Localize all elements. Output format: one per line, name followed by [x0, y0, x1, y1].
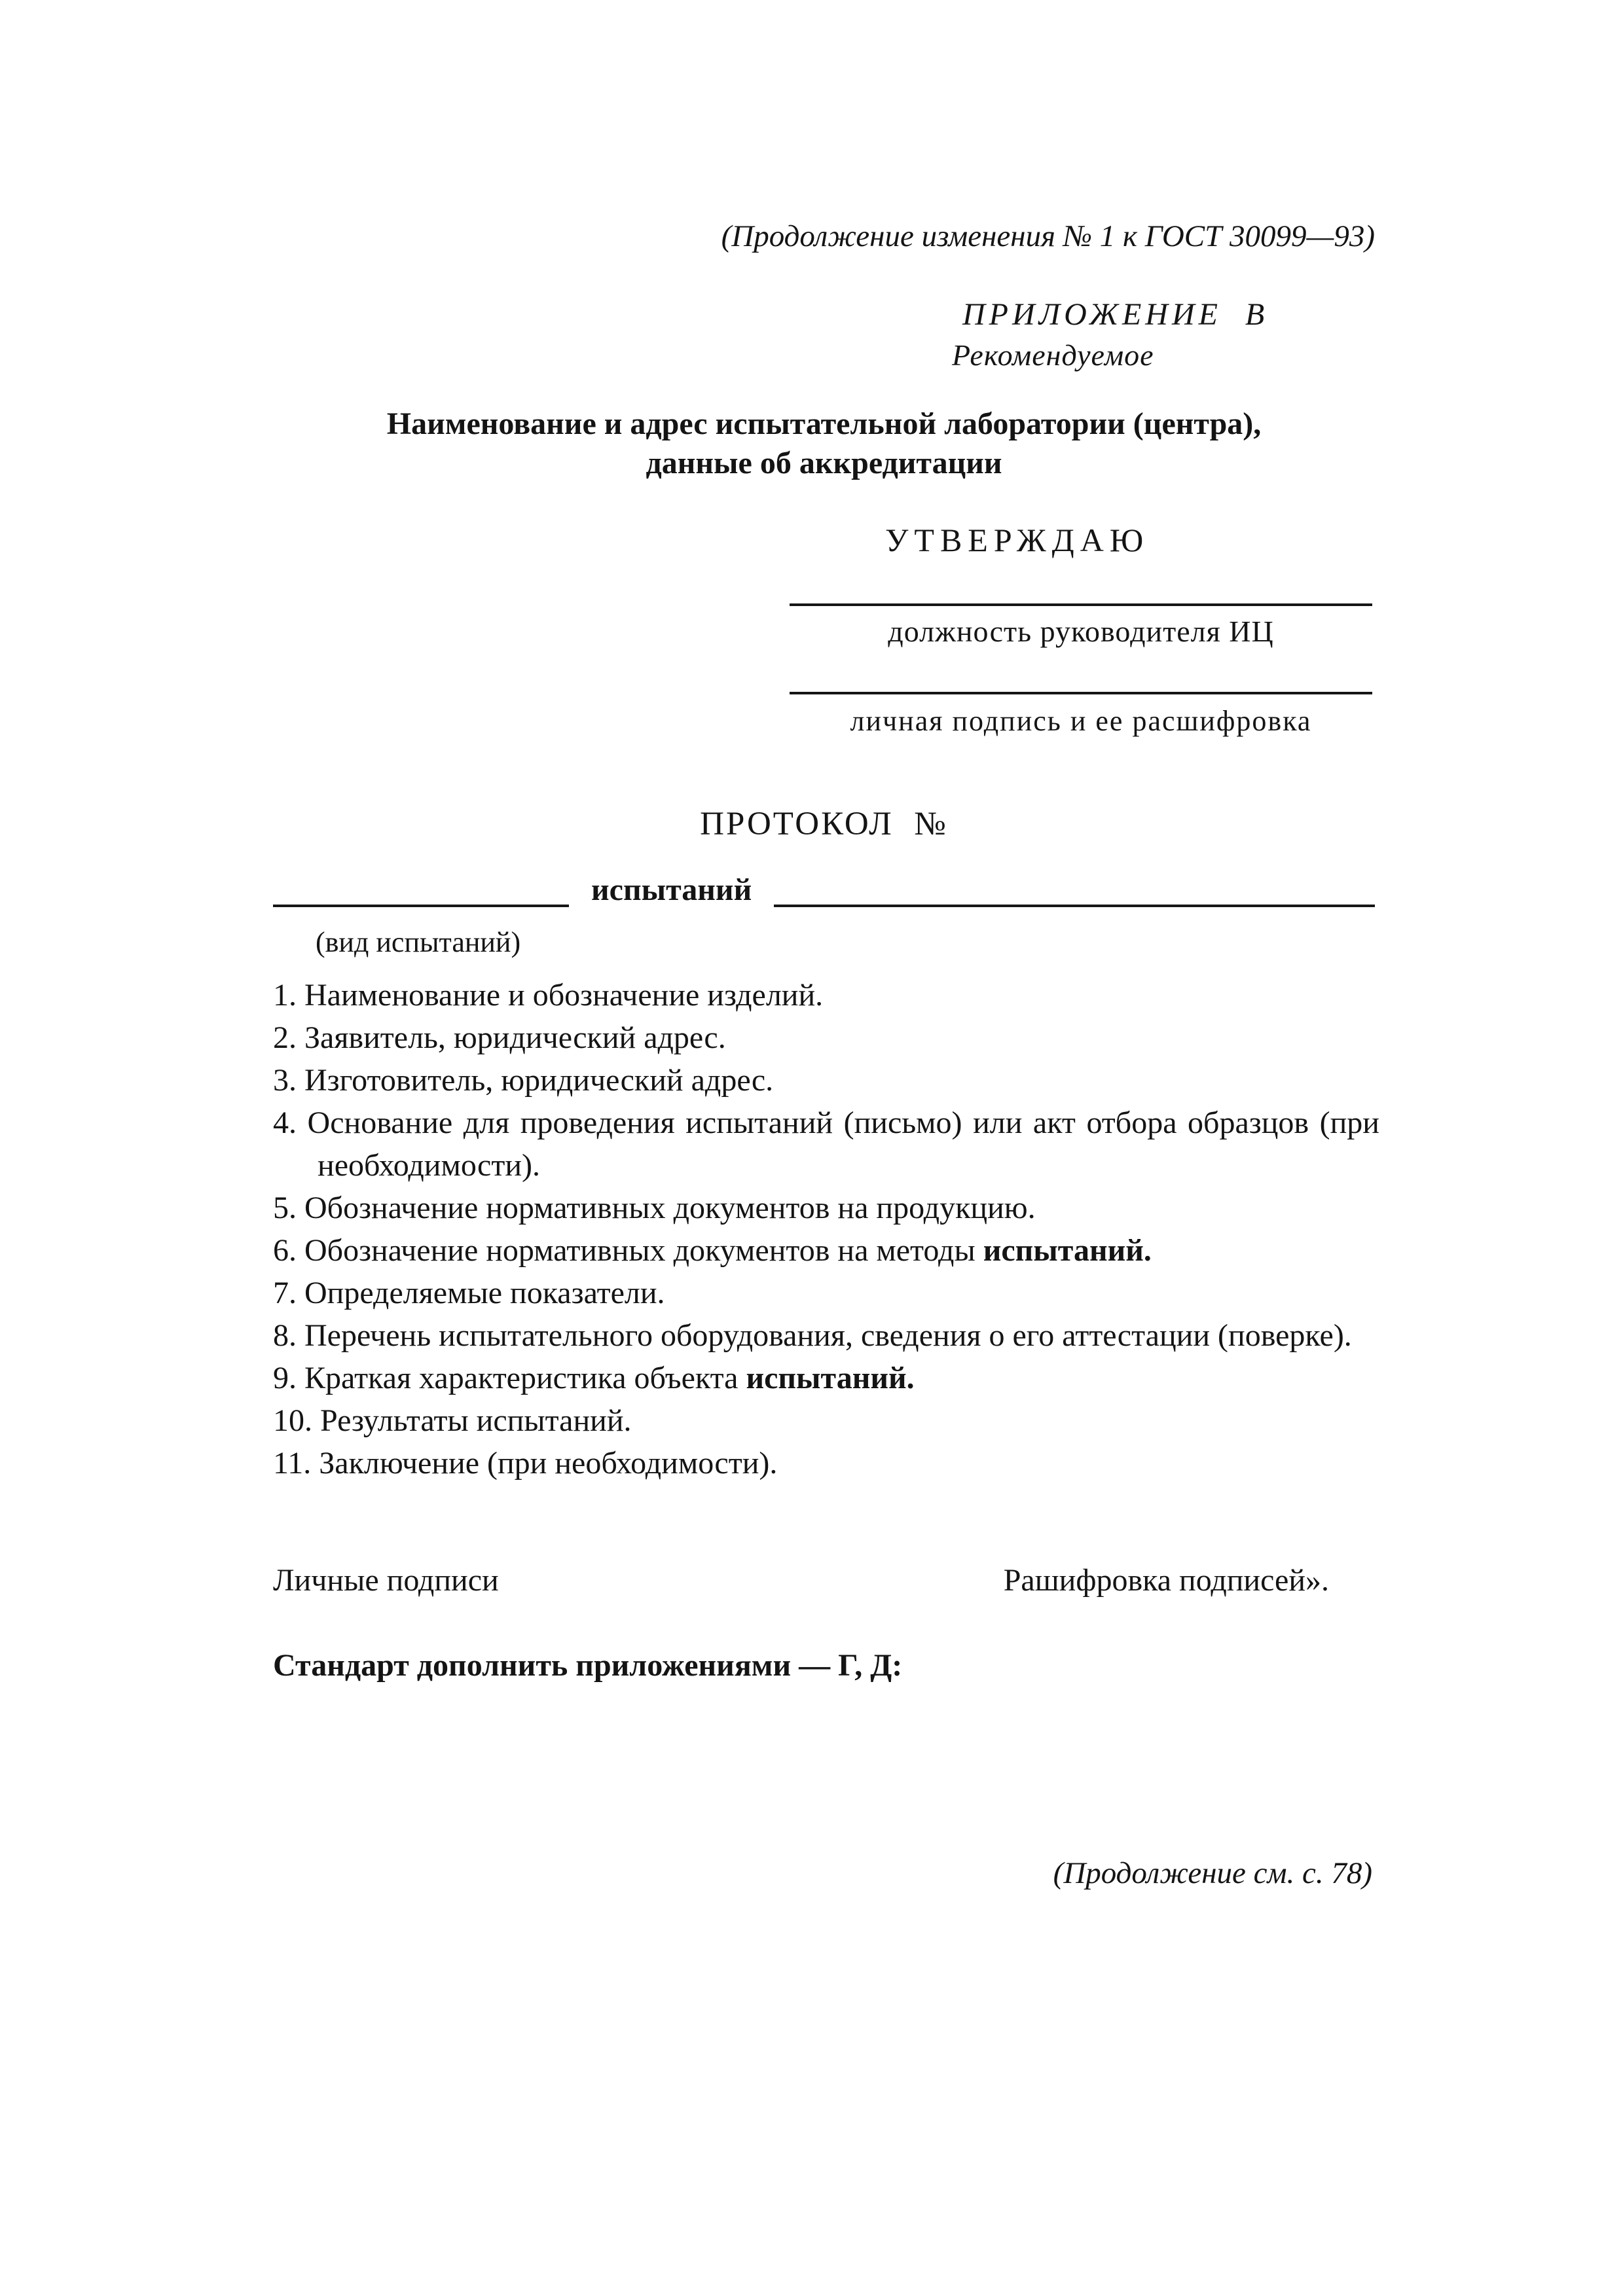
list-item-bold-text: испытаний. — [746, 1361, 915, 1395]
list-item: 9. Краткая характеристика объекта испытаний. — [273, 1361, 915, 1395]
list-item-number: 10. — [273, 1403, 312, 1438]
test-type-caption: (вид испытаний) — [316, 926, 521, 958]
list-item-number: 4. — [273, 1105, 297, 1140]
signature-caption-position: должность руководителя ИЦ — [888, 615, 1274, 648]
list-item: 6. Обозначение нормативных документов на методы испытаний. — [273, 1233, 1152, 1268]
list-item: 11. Заключение (при необходимости). — [273, 1446, 778, 1480]
signatures-decryption-label: Рашифровка подписей». — [1003, 1563, 1329, 1598]
signature-line-position — [790, 603, 1372, 606]
appendix-label: ПРИЛОЖЕНИЕ В — [962, 297, 1269, 332]
title-line-2: данные об аккредитации — [646, 446, 1002, 480]
protocol-heading: ПРОТОКОЛ № — [700, 806, 948, 842]
list-item: 4. Основание для проведения испытаний (письмо) или акт отбора образцов (при необходимости). — [273, 1105, 1379, 1183]
tests-word-label: испытаний — [591, 872, 752, 907]
list-item-number: 3. — [273, 1063, 297, 1098]
list-item-number: 11. — [273, 1446, 312, 1480]
document-title — [273, 404, 1375, 483]
test-type-blank-line — [273, 873, 569, 907]
signatures-row — [273, 1562, 1329, 1598]
list-item: 7. Определяемые показатели. — [273, 1276, 665, 1310]
list-item: 3. Изготовитель, юридический адрес. — [273, 1063, 774, 1098]
list-item: 10. Результаты испытаний. — [273, 1403, 632, 1438]
approve-heading: УТВЕРЖДАЮ — [885, 522, 1150, 558]
list-item: 8. Перечень испытательного оборудования, сведения о его аттестации (поверке). — [273, 1318, 1352, 1353]
title-line-1: Наименование и адрес испытательной лаборатории (центра), — [386, 406, 1262, 441]
personal-signatures-label: Личные подписи — [273, 1563, 499, 1598]
list-item-bold-text: испытаний. — [983, 1233, 1152, 1268]
test-type-row — [273, 873, 1375, 907]
list-item-number: 1. — [273, 978, 297, 1013]
continuation-ref-note: (Продолжение см. с. 78) — [1053, 1856, 1372, 1890]
list-item: 2. Заявитель, юридический адрес. — [273, 1020, 726, 1055]
signature-line-sign — [790, 692, 1372, 694]
list-item-number: 8. — [273, 1318, 297, 1353]
list-item-number: 9. — [273, 1361, 297, 1395]
list-item-number: 2. — [273, 1020, 297, 1055]
list-item: 1. Наименование и обозначение изделий. — [273, 978, 824, 1013]
appendix-type-label: Рекомендуемое — [952, 338, 1154, 372]
protocol-list — [273, 974, 1379, 1484]
test-object-blank-line — [774, 873, 1375, 907]
standard-append-note: Стандарт дополнить приложениями — Г, Д: — [273, 1648, 903, 1683]
list-item: 5. Обозначение нормативных документов на продукцию. — [273, 1191, 1036, 1225]
continuation-note: (Продолжение изменения № 1 к ГОСТ 30099—93) — [721, 219, 1375, 253]
list-item-number: 6. — [273, 1233, 297, 1268]
signature-caption-sign: личная подпись и ее расшифровка — [850, 705, 1312, 737]
list-item-number: 7. — [273, 1276, 297, 1310]
list-item-number: 5. — [273, 1191, 297, 1225]
